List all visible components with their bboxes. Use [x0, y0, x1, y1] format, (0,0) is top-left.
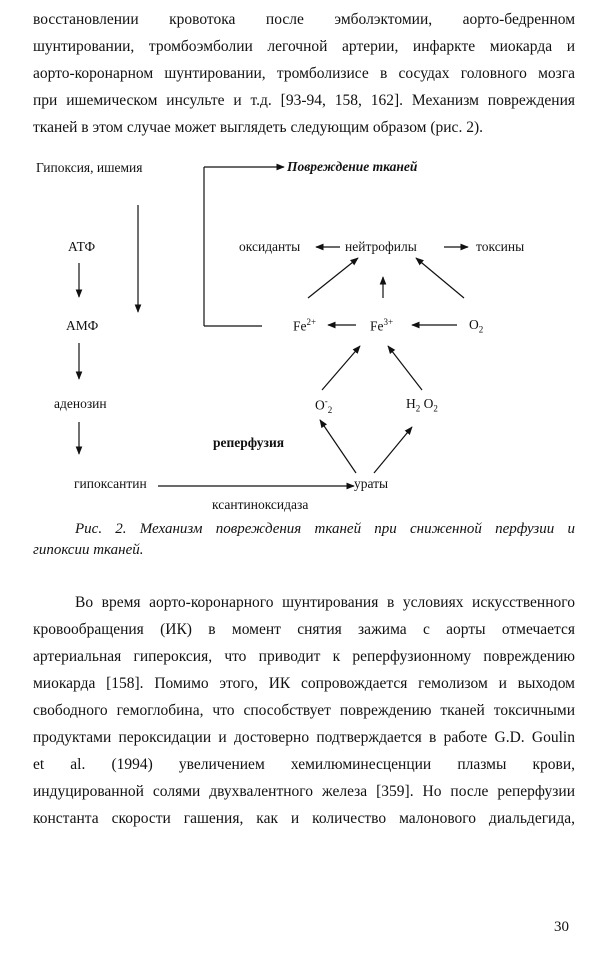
oxygen-label — [469, 317, 483, 335]
oxygen-symbol: O — [469, 317, 479, 332]
text-line: Во время аорто-коронарного шунтирования в условиях искусственного — [75, 594, 575, 611]
text-line: индуцированной солями двухвалентного железа [359]. Но после реперфузии — [33, 783, 575, 800]
atp-label: АТФ — [68, 239, 96, 254]
text-line: et al. (1994) увеличением хемилюминесценции плазмы крови, — [33, 756, 575, 773]
paragraph-bypass — [33, 589, 575, 832]
text-line: артериальная гипероксия, что приводит к реперфузионному повреждению — [33, 648, 575, 665]
fe3-symbol: Fe — [370, 318, 384, 334]
text-line: при ишемическом инсульте и т.д. [93-94, 158, 162]. Механизм повреждения — [33, 92, 575, 109]
reperfusion-label: реперфузия — [213, 435, 285, 450]
text-line: восстановлении кровотока после эмболэктомии, аорто-бедренном — [33, 11, 575, 28]
superoxide-subscript: 2 — [327, 405, 333, 416]
text-line: аорто-коронарном шунтировании, тромболизисе в сосудах головного мозга — [33, 65, 575, 82]
toxins-label: токсины — [476, 239, 525, 254]
fe2-symbol: Fe — [293, 318, 307, 334]
fe2-charge: 2+ — [306, 317, 317, 327]
hypoxia-label: Гипоксия, ишемия — [36, 160, 143, 175]
hypoxanthine-label: гипоксантин — [74, 476, 147, 491]
xanthine-oxidase-label: ксантиноксидаза — [212, 497, 309, 512]
text-line: кровообращения (ИК) в момент снятия зажима с аорты отмечается — [33, 621, 575, 638]
text-line: миокарда [158]. Помимо этого, ИК сопровождается гемолизом и выходом — [33, 675, 575, 692]
caption-line: гипоксии тканей. — [33, 542, 144, 558]
figure-caption — [33, 519, 575, 561]
fe2-label — [293, 317, 316, 335]
fe3-label — [370, 317, 393, 335]
caption-line: Рис. 2. Механизм повреждения тканей при сниженной перфузии и — [75, 521, 575, 537]
paragraph-intro — [33, 6, 575, 141]
tissue-damage-label: Повреждение тканей — [287, 159, 418, 174]
text-line: продуктами пероксидации и достоверно подтверждается в работе G.D. Goulin — [33, 729, 575, 746]
h2o2-o: O — [420, 396, 434, 411]
h2o2-o-sub: 2 — [433, 403, 438, 414]
superoxide-label — [315, 396, 332, 415]
neutrophils-label: нейтрофилы — [345, 239, 417, 254]
text-line: константа скорости гашения, как и количество малонового диальдегида, — [33, 810, 575, 827]
superoxide-symbol: O — [315, 397, 325, 413]
page-number: 30 — [554, 919, 569, 935]
amp-label: АМФ — [66, 318, 99, 333]
text-line: шунтировании, тромбоэмболии легочной артерии, инфаркте миокарда и — [33, 38, 575, 55]
fe3-charge: 3+ — [383, 317, 394, 327]
oxygen-subscript: 2 — [478, 324, 484, 335]
mechanism-diagram — [0, 150, 609, 520]
text-line: тканей в этом случае может выглядеть следующим образом (рис. 2). — [33, 119, 483, 136]
superoxide-charge: - — [324, 396, 328, 406]
hydrogen-peroxide-label — [406, 396, 438, 414]
h2o2-h: H — [406, 396, 416, 411]
oxidants-label: оксиданты — [239, 239, 301, 254]
text-line: свободного гемоглобина, что способствует повреждению тканей токсичными — [33, 702, 575, 719]
diagram-arrows — [0, 150, 609, 520]
h2o2-h-sub: 2 — [415, 403, 421, 414]
urates-label: ураты — [354, 476, 389, 491]
adenosine-label: аденозин — [54, 396, 107, 411]
